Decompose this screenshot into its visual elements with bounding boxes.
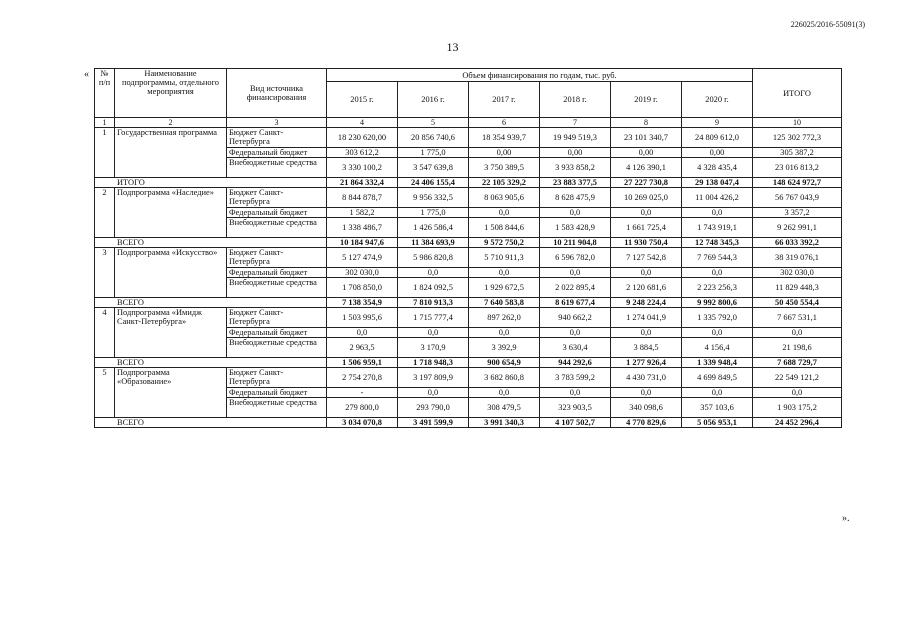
year-value: 0,00 <box>469 148 540 158</box>
year-value: 323 903,5 <box>540 398 611 418</box>
table-row <box>95 188 842 208</box>
summary-value: 22 105 329,2 <box>469 178 540 188</box>
year-value: 308 479,5 <box>469 398 540 418</box>
year-value: 293 790,0 <box>398 398 469 418</box>
summary-value: 24 406 155,4 <box>398 178 469 188</box>
header-year: 2019 г. <box>611 82 682 118</box>
year-value: 20 856 740,6 <box>398 128 469 148</box>
year-value: 357 103,6 <box>682 398 753 418</box>
summary-value: 9 992 800,6 <box>682 298 753 308</box>
funding-source: Бюджет Санкт-Петербурга <box>227 308 327 328</box>
summary-label: ИТОГО <box>95 178 327 188</box>
year-value: 2 223 256,3 <box>682 278 753 298</box>
section-number: 3 <box>95 248 115 298</box>
funding-source: Федеральный бюджет <box>227 148 327 158</box>
summary-label: ВСЕГО <box>95 298 327 308</box>
year-value: 4 156,4 <box>682 338 753 358</box>
year-value: 0,0 <box>611 328 682 338</box>
financing-table <box>94 68 842 428</box>
year-value: 0,0 <box>327 328 398 338</box>
summary-value: 8 619 677,4 <box>540 298 611 308</box>
table-body <box>95 128 842 428</box>
year-value: 1 508 844,6 <box>469 218 540 238</box>
row-total: 305 387,2 <box>753 148 842 158</box>
year-value: 1 775,0 <box>398 208 469 218</box>
year-value: 19 949 519,3 <box>540 128 611 148</box>
year-value: 0,0 <box>540 268 611 278</box>
summary-value: 11 384 693,9 <box>398 238 469 248</box>
header-year: 2017 г. <box>469 82 540 118</box>
summary-row <box>95 238 842 248</box>
year-value: 10 269 025,0 <box>611 188 682 208</box>
year-value: 3 197 809,9 <box>398 368 469 388</box>
year-value: 303 612,2 <box>327 148 398 158</box>
column-number: 4 <box>327 118 398 128</box>
column-number: 1 <box>95 118 115 128</box>
table-row <box>95 248 842 268</box>
section-number: 2 <box>95 188 115 238</box>
funding-source: Бюджет Санкт-Петербурга <box>227 128 327 148</box>
year-value: 2 022 895,4 <box>540 278 611 298</box>
section-number: 1 <box>95 128 115 178</box>
section-name: Подпрограмма «Имидж Санкт-Петербурга» <box>115 308 227 358</box>
table-row <box>95 308 842 328</box>
year-value: 1 708 850,0 <box>327 278 398 298</box>
document-number: 226025/2016-55091(3) <box>790 20 865 29</box>
summary-value: 4 107 502,7 <box>540 418 611 428</box>
summary-value: 23 883 377,5 <box>540 178 611 188</box>
year-value: 4 430 731,0 <box>611 368 682 388</box>
year-value: 0,0 <box>682 388 753 398</box>
summary-value: 1 506 959,1 <box>327 358 398 368</box>
year-value: 940 662,2 <box>540 308 611 328</box>
column-number: 9 <box>682 118 753 128</box>
table-row <box>95 368 842 388</box>
funding-source: Федеральный бюджет <box>227 328 327 338</box>
summary-row <box>95 178 842 188</box>
year-value: 7 769 544,3 <box>682 248 753 268</box>
year-value: 0,0 <box>469 268 540 278</box>
year-value: 3 933 858,2 <box>540 158 611 178</box>
column-number: 7 <box>540 118 611 128</box>
year-value: 4 699 849,5 <box>682 368 753 388</box>
row-total: 1 903 175,2 <box>753 398 842 418</box>
year-value: 3 330 100,2 <box>327 158 398 178</box>
summary-total: 7 688 729,7 <box>753 358 842 368</box>
section-name: Государственная программа <box>115 128 227 178</box>
summary-label: ВСЕГО <box>95 418 327 428</box>
summary-total: 148 624 972,7 <box>753 178 842 188</box>
table-row <box>95 128 842 148</box>
row-total: 22 549 121,2 <box>753 368 842 388</box>
year-value: 3 783 599,2 <box>540 368 611 388</box>
year-value: 279 800,0 <box>327 398 398 418</box>
row-total: 0,0 <box>753 328 842 338</box>
year-value: 2 963,5 <box>327 338 398 358</box>
summary-value: 3 491 599,9 <box>398 418 469 428</box>
year-value: 24 809 612,0 <box>682 128 753 148</box>
summary-value: 10 211 904,8 <box>540 238 611 248</box>
column-number: 5 <box>398 118 469 128</box>
year-value: 0,0 <box>540 328 611 338</box>
year-value: 1 503 995,6 <box>327 308 398 328</box>
year-value: - <box>327 388 398 398</box>
year-value: 4 328 435,4 <box>682 158 753 178</box>
year-value: 0,0 <box>611 268 682 278</box>
year-value: 1 661 725,4 <box>611 218 682 238</box>
year-value: 2 754 270,8 <box>327 368 398 388</box>
closing-quote: ». <box>842 513 850 524</box>
section-number: 4 <box>95 308 115 358</box>
section-name: Подпрограмма «Искусство» <box>115 248 227 298</box>
year-value: 18 230 620,00 <box>327 128 398 148</box>
header-year: 2016 г. <box>398 82 469 118</box>
year-value: 3 170,9 <box>398 338 469 358</box>
header-num: № п/п <box>95 69 115 118</box>
year-value: 0,0 <box>540 388 611 398</box>
year-value: 8 628 475,9 <box>540 188 611 208</box>
funding-source: Бюджет Санкт-Петербурга <box>227 188 327 208</box>
year-value: 11 004 426,2 <box>682 188 753 208</box>
year-value: 3 750 389,5 <box>469 158 540 178</box>
funding-source: Федеральный бюджет <box>227 268 327 278</box>
summary-value: 7 640 583,8 <box>469 298 540 308</box>
summary-row <box>95 298 842 308</box>
year-value: 1 929 672,5 <box>469 278 540 298</box>
row-total: 125 302 772,3 <box>753 128 842 148</box>
year-value: 0,0 <box>398 268 469 278</box>
section-number: 5 <box>95 368 115 418</box>
year-value: 0,0 <box>611 208 682 218</box>
funding-source: Внебюджетные средства <box>227 158 327 178</box>
row-total: 23 016 813,2 <box>753 158 842 178</box>
funding-source: Внебюджетные средства <box>227 218 327 238</box>
header-name: Наименование подпрограммы, отдельного мероприятия <box>115 69 227 118</box>
summary-row <box>95 358 842 368</box>
year-value: 1 743 919,1 <box>682 218 753 238</box>
year-value: 1 824 092,5 <box>398 278 469 298</box>
section-name: Подпрограмма «Наследие» <box>115 188 227 238</box>
year-value: 18 354 939,7 <box>469 128 540 148</box>
summary-value: 21 864 332,4 <box>327 178 398 188</box>
row-total: 11 829 448,3 <box>753 278 842 298</box>
column-number: 10 <box>753 118 842 128</box>
year-value: 0,00 <box>540 148 611 158</box>
funding-source: Внебюджетные средства <box>227 398 327 418</box>
year-value: 1 335 792,0 <box>682 308 753 328</box>
year-value: 3 547 639,8 <box>398 158 469 178</box>
year-value: 2 120 681,6 <box>611 278 682 298</box>
year-value: 4 126 390,1 <box>611 158 682 178</box>
year-value: 1 715 777,4 <box>398 308 469 328</box>
year-value: 1 338 486,7 <box>327 218 398 238</box>
funding-source: Внебюджетные средства <box>227 278 327 298</box>
header-year: 2020 г. <box>682 82 753 118</box>
year-value: 0,0 <box>540 208 611 218</box>
year-value: 5 710 911,3 <box>469 248 540 268</box>
summary-value: 4 770 829,6 <box>611 418 682 428</box>
summary-value: 29 138 047,4 <box>682 178 753 188</box>
year-value: 1 426 586,4 <box>398 218 469 238</box>
column-number: 8 <box>611 118 682 128</box>
year-value: 7 127 542,8 <box>611 248 682 268</box>
summary-row <box>95 418 842 428</box>
table-header <box>95 69 842 128</box>
year-value: 0,0 <box>398 328 469 338</box>
year-value: 5 986 820,8 <box>398 248 469 268</box>
funding-source: Бюджет Санкт-Петербурга <box>227 248 327 268</box>
year-value: 0,0 <box>682 208 753 218</box>
year-value: 0,0 <box>682 328 753 338</box>
row-total: 38 319 076,1 <box>753 248 842 268</box>
year-value: 0,0 <box>469 208 540 218</box>
section-name: Подпрограмма «Образование» <box>115 368 227 418</box>
year-value: 6 596 782,0 <box>540 248 611 268</box>
funding-source: Федеральный бюджет <box>227 388 327 398</box>
row-total: 9 262 991,1 <box>753 218 842 238</box>
year-value: 8 844 878,7 <box>327 188 398 208</box>
year-value: 0,0 <box>611 388 682 398</box>
year-value: 897 262,0 <box>469 308 540 328</box>
year-value: 1 775,0 <box>398 148 469 158</box>
summary-value: 27 227 730,8 <box>611 178 682 188</box>
year-value: 0,0 <box>398 388 469 398</box>
column-number: 3 <box>227 118 327 128</box>
year-value: 3 682 860,8 <box>469 368 540 388</box>
year-value: 9 956 332,5 <box>398 188 469 208</box>
row-total: 3 357,2 <box>753 208 842 218</box>
funding-source: Внебюджетные средства <box>227 338 327 358</box>
year-value: 1 274 041,9 <box>611 308 682 328</box>
year-value: 340 098,6 <box>611 398 682 418</box>
summary-value: 11 930 750,4 <box>611 238 682 248</box>
summary-value: 7 810 913,3 <box>398 298 469 308</box>
summary-total: 24 452 296,4 <box>753 418 842 428</box>
summary-value: 3 034 070,8 <box>327 418 398 428</box>
summary-label: ВСЕГО <box>95 358 327 368</box>
funding-source: Бюджет Санкт-Петербурга <box>227 368 327 388</box>
row-total: 56 767 043,9 <box>753 188 842 208</box>
year-value: 3 392,9 <box>469 338 540 358</box>
page-number: 13 <box>446 40 459 54</box>
year-value: 0,00 <box>682 148 753 158</box>
year-value: 302 030,0 <box>327 268 398 278</box>
column-numbers-row <box>95 118 842 128</box>
summary-value: 944 292,6 <box>540 358 611 368</box>
column-number: 2 <box>115 118 227 128</box>
header-source: Вид источника финансирования <box>227 69 327 118</box>
funding-source: Федеральный бюджет <box>227 208 327 218</box>
header-total: ИТОГО <box>753 69 842 118</box>
summary-value: 1 718 948,3 <box>398 358 469 368</box>
year-value: 0,0 <box>682 268 753 278</box>
summary-value: 5 056 953,1 <box>682 418 753 428</box>
summary-value: 7 138 354,9 <box>327 298 398 308</box>
year-value: 5 127 474,9 <box>327 248 398 268</box>
year-value: 0,00 <box>611 148 682 158</box>
year-value: 8 063 905,6 <box>469 188 540 208</box>
header-year: 2018 г. <box>540 82 611 118</box>
row-total: 21 198,6 <box>753 338 842 358</box>
row-total: 7 667 531,1 <box>753 308 842 328</box>
summary-value: 9 572 750,2 <box>469 238 540 248</box>
year-value: 3 630,4 <box>540 338 611 358</box>
summary-value: 1 277 926,4 <box>611 358 682 368</box>
summary-value: 10 184 947,6 <box>327 238 398 248</box>
summary-value: 9 248 224,4 <box>611 298 682 308</box>
year-value: 1 582,2 <box>327 208 398 218</box>
summary-total: 50 450 554,4 <box>753 298 842 308</box>
year-value: 23 101 340,7 <box>611 128 682 148</box>
column-number: 6 <box>469 118 540 128</box>
summary-value: 1 339 948,4 <box>682 358 753 368</box>
opening-quote: « <box>84 69 89 80</box>
year-value: 0,0 <box>469 328 540 338</box>
summary-value: 12 748 345,3 <box>682 238 753 248</box>
header-volume: Объем финансирования по годам, тыс. руб. <box>327 69 753 82</box>
year-value: 1 583 428,9 <box>540 218 611 238</box>
summary-value: 900 654,9 <box>469 358 540 368</box>
row-total: 0,0 <box>753 388 842 398</box>
summary-total: 66 033 392,2 <box>753 238 842 248</box>
summary-value: 3 991 340,3 <box>469 418 540 428</box>
row-total: 302 030,0 <box>753 268 842 278</box>
year-value: 3 884,5 <box>611 338 682 358</box>
header-year: 2015 г. <box>327 82 398 118</box>
summary-label: ВСЕГО <box>95 238 327 248</box>
year-value: 0,0 <box>469 388 540 398</box>
